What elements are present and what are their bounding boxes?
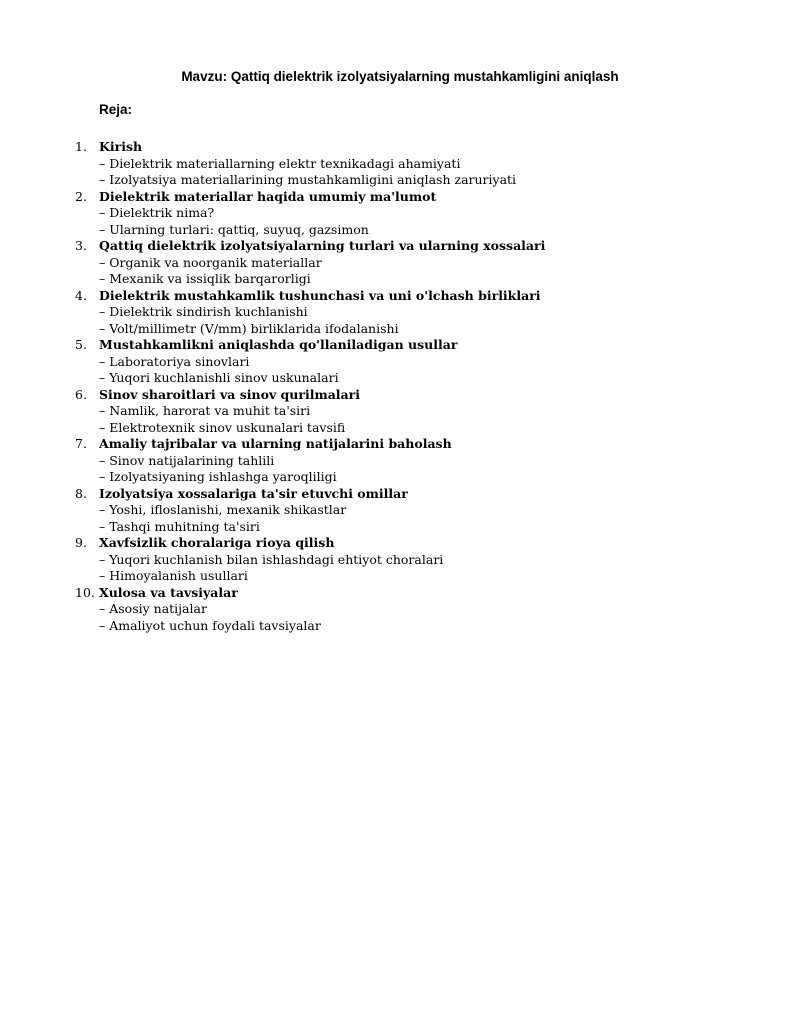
item-title: Izolyatsiya xossalariga ta'sir etuvchi omillar [99, 485, 408, 501]
item-number: 1. [75, 139, 87, 154]
outline-list [0, 139, 800, 634]
sub-list [99, 502, 800, 535]
item-title: Xulosa va tavsiyalar [99, 584, 238, 600]
outline-item-9 [0, 535, 800, 585]
sub-item: – Yoshi, ifloslanishi, mexanik shikastlar [99, 502, 347, 517]
sub-item: – Izolyatsiyaning ishlashga yaroqliligi [99, 469, 337, 484]
outline-item-4 [0, 288, 800, 338]
item-title: Qattiq dielektrik izolyatsiyalarning turlari va ularning xossalari [99, 238, 546, 253]
sub-item: – Ularning turlari: qattiq, suyuq, gazsimon [99, 221, 369, 237]
sub-list [99, 601, 800, 634]
outline-item-5 [0, 337, 800, 387]
sub-item: – Asosiy natijalar [99, 601, 207, 616]
sub-item: – Sinov natijalarining tahlili [99, 452, 275, 468]
outline-item-3 [0, 238, 800, 288]
item-number: 6. [75, 386, 87, 402]
sub-list [99, 255, 800, 288]
sub-item: – Yuqori kuchlanish bilan ishlashdagi ehtiyot choralari [99, 551, 444, 567]
item-number: 8. [75, 485, 87, 501]
item-number: 9. [75, 535, 87, 550]
sub-item: – Organik va noorganik materiallar [99, 254, 322, 270]
sub-item: – Dielektrik nima? [99, 205, 215, 220]
outline-item-10 [0, 585, 800, 635]
sub-list [99, 552, 800, 585]
document-title: Mavzu: Qattiq dielektrik izolyatsiyalarning mustahkamligini aniqlash [181, 69, 619, 84]
sub-item: – Namlik, harorat va muhit ta'siri [99, 403, 311, 418]
sub-item: – Amaliyot uchun foydali tavsiyalar [99, 617, 321, 633]
plan-heading: Reja: [99, 102, 133, 117]
outline-item-1 [0, 139, 800, 189]
item-title: Kirish [99, 139, 143, 154]
item-number: 10. [75, 584, 95, 600]
item-number: 3. [75, 238, 87, 253]
item-title: Mustahkamlikni aniqlashda qo'llaniladigan usullar [99, 337, 458, 352]
sub-item: – Laboratoriya sinovlari [99, 353, 250, 369]
outline-item-7 [0, 436, 800, 486]
sub-item: – Yuqori kuchlanishli sinov uskunalari [99, 370, 339, 385]
item-title: Dielektrik mustahkamlik tushunchasi va uni o'lchash birliklari [99, 287, 541, 303]
item-title: Amaliy tajribalar va ularning natijalarini baholash [99, 436, 452, 451]
outline-item-2 [0, 189, 800, 239]
sub-item: – Izolyatsiya materiallarining mustahkamligini aniqlash zaruriyati [99, 172, 517, 187]
outline-item-8 [0, 486, 800, 536]
sub-item: – Tashqi muhitning ta'siri [99, 518, 260, 534]
sub-list [99, 403, 800, 436]
sub-list [99, 156, 800, 189]
item-title: Dielektrik materiallar haqida umumiy ma'lumot [99, 188, 437, 204]
sub-item: – Dielektrik materiallarning elektr texnikadagi ahamiyati [99, 155, 461, 171]
outline-item-6 [0, 387, 800, 437]
sub-item: – Himoyalanish usullari [99, 568, 248, 583]
sub-list [99, 354, 800, 387]
sub-item: – Mexanik va issiqlik barqarorligi [99, 271, 311, 286]
sub-list [99, 453, 800, 486]
item-number: 2. [75, 188, 87, 204]
sub-item: – Dielektrik sindirish kuchlanishi [99, 304, 308, 319]
sub-list [99, 304, 800, 337]
item-title: Sinov sharoitlari va sinov qurilmalari [99, 386, 360, 402]
sub-item: – Volt/millimetr (V/mm) birliklarida ifodalanishi [99, 320, 399, 336]
sub-list [99, 205, 800, 238]
sub-item: – Elektrotexnik sinov uskunalari tavsifi [99, 419, 346, 435]
item-number: 4. [75, 287, 87, 303]
item-number: 7. [75, 436, 87, 451]
item-number: 5. [75, 337, 87, 352]
item-title: Xavfsizlik choralariga rioya qilish [99, 535, 335, 550]
